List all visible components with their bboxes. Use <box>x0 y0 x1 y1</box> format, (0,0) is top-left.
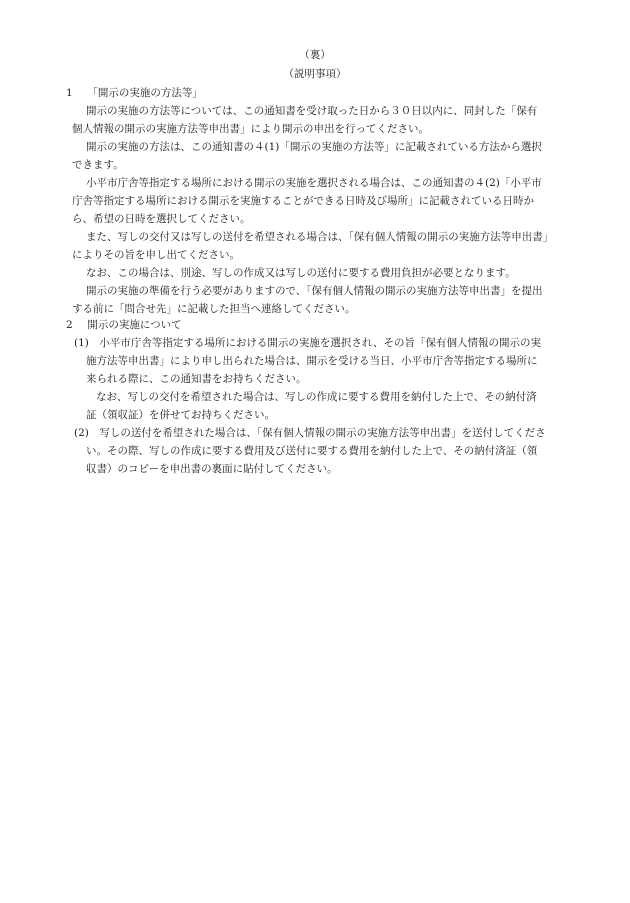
section-2-title: 開示の実施について <box>87 319 182 331</box>
list-item-2-text: 写しの送付を希望された場合は、「保有個人情報の開示の実施方法等申出書」を送付してくださ <box>99 427 546 439</box>
section-2-heading <box>66 316 182 334</box>
section-1-heading <box>66 84 203 102</box>
list-item-2-line <box>66 424 572 442</box>
paragraph-line: 小平市庁舎等指定する場所における開示の実施を選択される場合は、この通知書の４(2)「小平市 <box>86 177 542 189</box>
paragraph-line: 開示の実施の方法は、この通知書の４(1)「開示の実施の方法等」に記載されている方法から選択 <box>86 141 542 153</box>
paragraph-line: 開示の実施の準備を行う必要がありますので、「保有個人情報の開示の実施方法等申出書」を提出 <box>86 285 543 297</box>
list-item-2-marker: (2) <box>74 427 89 439</box>
paragraph-line: によりその旨を申し出てください。 <box>72 249 240 261</box>
list-item-1-marker: (1) <box>74 337 89 349</box>
section-1-title: 「開示の実施の方法等」 <box>87 87 203 99</box>
page-side-label: （裏） <box>299 49 331 61</box>
list-item-1-line <box>66 334 572 352</box>
paragraph-line: なお、この場合は、別途、写しの作成又は写しの送付に要する費用負担が必要となります。 <box>86 267 516 279</box>
section-2-number: 2 <box>66 319 73 331</box>
paragraph-line: 個人情報の開示の実施方法等申出書」により開示の申出を行ってください。 <box>72 123 429 135</box>
paragraph-line: できます。 <box>72 159 124 171</box>
paragraph-line: ら、希望の日時を選択してください。 <box>72 213 251 225</box>
paragraph-line: する前に「問合せ先」に記載した担当へ連絡してください。 <box>72 303 356 315</box>
list-item-1-text: 小平市庁舎等指定する場所における開示の実施を選択され、その旨「保有個人情報の開示の実 <box>99 337 542 349</box>
section-2-body <box>66 334 572 478</box>
list-item-2-line: い。その際、写しの作成に要する費用及び送付に要する費用を納付した上で、その納付済証（領 <box>86 445 538 457</box>
list-item-1-line: 来られる際に、この通知書をお持ちください。 <box>86 373 307 385</box>
paragraph-line: 開示の実施の方法等については、この通知書を受け取った日から３０日以内に、同封した「保有 <box>86 105 538 117</box>
list-item-1-line: 証（領収証）を併せてお持ちください。 <box>86 409 275 421</box>
section-1-body <box>66 102 572 318</box>
document-title: （説明事項） <box>283 68 347 80</box>
list-item-2-line: 収書）のコピーを申出書の裏面に貼付してください。 <box>86 463 338 475</box>
list-item-1-line: なお、写しの交付を希望された場合は、写しの作成に要する費用を納付した上で、その納付済 <box>96 391 537 403</box>
list-item-1-line: 施方法等申出書」により申し出られた場合は、開示を受ける当日、小平市庁舎等指定する場所に <box>86 355 538 367</box>
paragraph-line: また、写しの交付又は写しの送付を希望される場合は、「保有個人情報の開示の実施方法等申出書」 <box>86 231 554 243</box>
paragraph-line: 庁舎等指定する場所における開示を実施することができる日時及び場所」に記載されている日時か <box>72 195 534 207</box>
section-1-number: 1 <box>66 87 73 99</box>
